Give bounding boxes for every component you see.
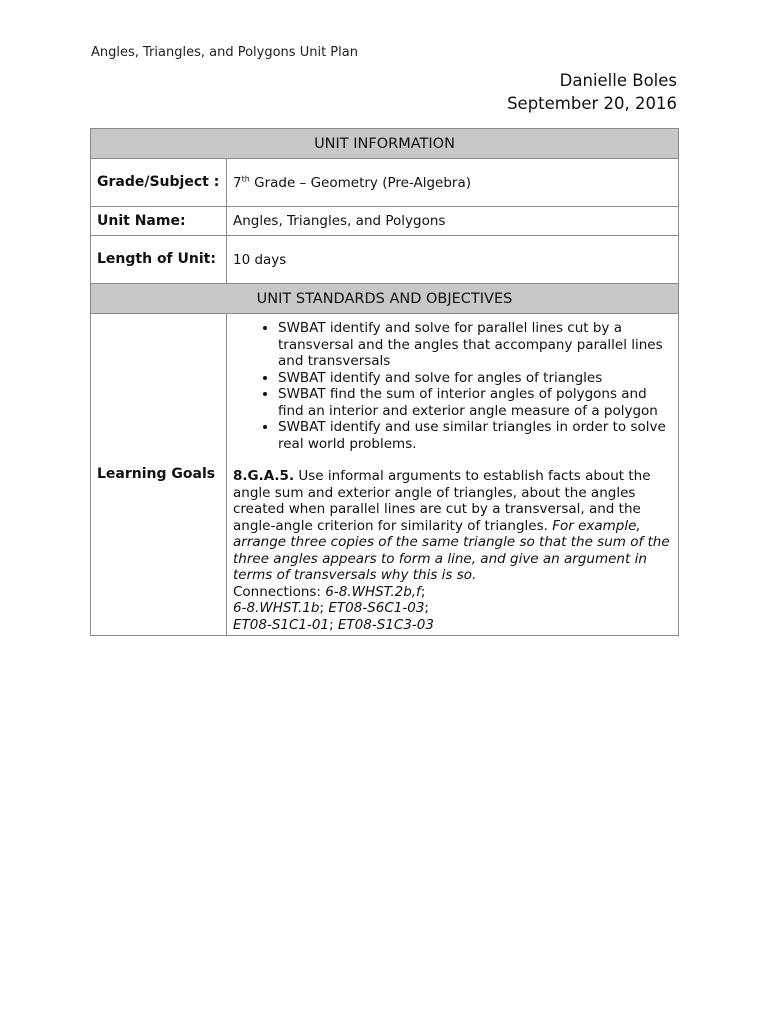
learning-goals-row	[91, 314, 679, 636]
learning-goal-item: • SWBAT identify and solve for parallel lines cut by a transversal and the angles that accompany parallel lines and transversals	[278, 320, 672, 370]
connection-code: ET08-S6C1-03	[328, 600, 425, 616]
learning-goal-item: • SWBAT identify and solve for angles of triangles	[278, 370, 672, 387]
unit-standards-heading: UNIT STANDARDS AND OBJECTIVES	[91, 284, 679, 314]
connection-code: ET08-S1C3-03	[337, 616, 434, 633]
grade-ordinal-suffix: th	[241, 174, 250, 183]
standard-code: 8.G.A.5.	[233, 468, 295, 484]
author-name: Danielle Boles	[559, 71, 677, 90]
unit-name-row	[91, 207, 679, 236]
connections-label: Connections:	[233, 583, 326, 600]
length-of-unit-value: 10 days	[227, 236, 679, 284]
connection-code: 6-8.WHST.1b	[233, 600, 320, 616]
grade-subject-row	[91, 159, 679, 207]
grade-number: 7	[233, 174, 242, 191]
connection-separator: ;	[424, 600, 429, 616]
grade-subject-label: Grade/Subject :	[91, 159, 227, 207]
length-of-unit-row	[91, 236, 679, 284]
standard-text: Use informal arguments to establish facts about the angle sum and exterior angle of triangles, about the angles created when parallel lines are cut by a transversal, and the angle-angle criterion for similarity of triangles.	[233, 468, 651, 534]
unit-name-label: Unit Name:	[91, 207, 227, 236]
document-header-title: Angles, Triangles, and Polygons Unit Plan	[91, 45, 358, 60]
standard-example: For example, arrange three copies of the same triangle so that the sum of the three angles appears to form a line, and give an argument in terms of transversals why this is so.	[233, 517, 670, 583]
length-of-unit-label: Length of Unit:	[91, 236, 227, 284]
learning-goals-list	[233, 320, 672, 452]
grade-subject-text: Grade – Geometry (Pre-Algebra)	[249, 174, 472, 191]
author-block	[507, 69, 677, 115]
learning-goal-item: • SWBAT find the sum of interior angles of polygons and find an interior and exterior angle measure of a polygon	[278, 386, 672, 419]
document-date: September 20, 2016	[507, 94, 677, 113]
learning-goals-content	[227, 314, 679, 636]
unit-name-value: Angles, Triangles, and Polygons	[227, 207, 679, 236]
learning-goals-label: Learning Goals	[91, 314, 227, 636]
unit-standards-header-row	[91, 284, 679, 314]
standard-description	[233, 468, 672, 633]
unit-information-header-row	[91, 129, 679, 159]
connection-separator: ;	[420, 583, 426, 600]
connection-code: ET08-S1C1-01	[233, 616, 330, 633]
unit-plan-table	[90, 128, 679, 636]
connection-separator: ;	[329, 616, 338, 633]
connection-separator: ;	[319, 600, 329, 616]
unit-information-heading: UNIT INFORMATION	[91, 129, 679, 159]
grade-subject-value	[227, 159, 679, 207]
learning-goal-item: • SWBAT identify and use similar triangles in order to solve real world problems.	[278, 419, 672, 452]
connection-code: 6-8.WHST.2b,f	[325, 583, 421, 600]
